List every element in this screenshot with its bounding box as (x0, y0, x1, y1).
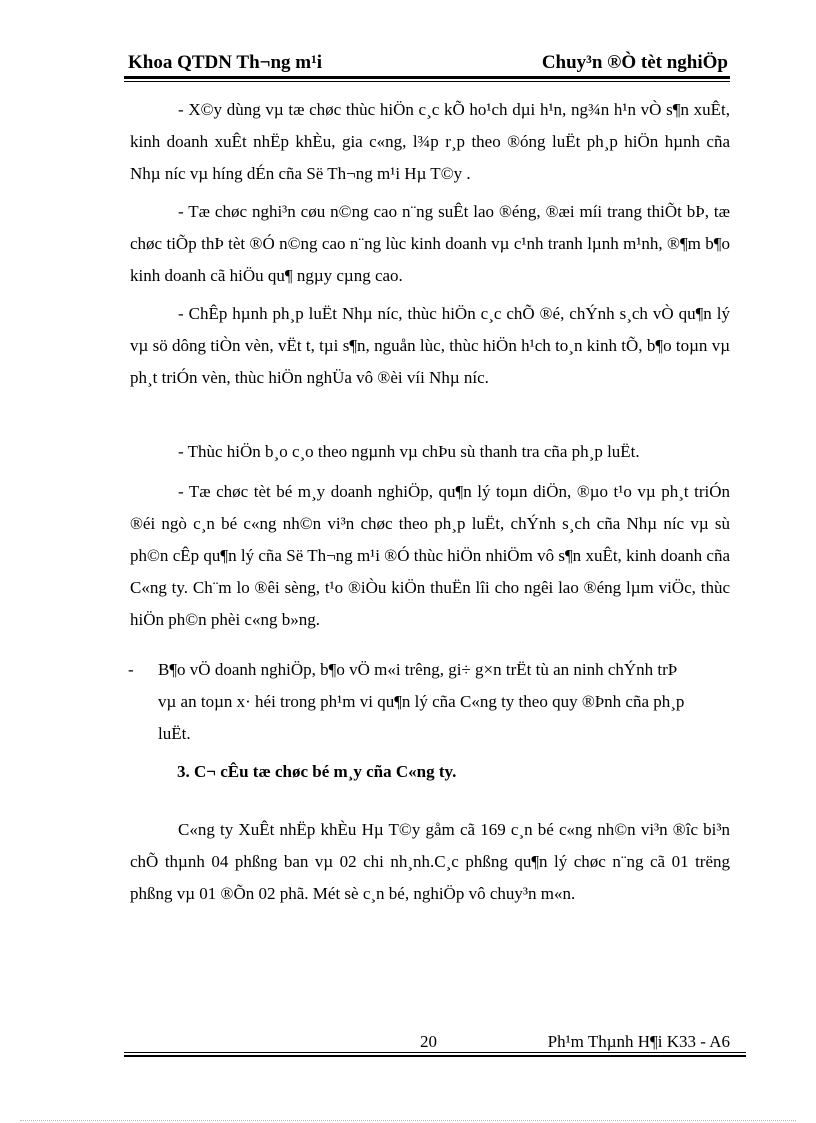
paragraph-1 (130, 94, 730, 190)
bullet-item (128, 654, 698, 750)
paragraph-3-text: - ChÊp hµnh ph¸p luËt Nhµ níc, thùc hiÖn c¸c chÕ ®é, chÝnh s¸ch vÒ qu¶n lý vµ sö dông tiÒn vèn, vËt t, tµi s¶n, nguån lùc, thùc hiÖn h¹ch to¸n kinh tÕ, b¶o toµn vµ ph¸t triÓn vèn, thùc hiÖn nghÜa vô ®èi víi Nhµ níc. (130, 304, 730, 387)
bullet-text: B¶o vÖ doanh nghiÖp, b¶o vÖ m«i trêng, gi÷ g×n trËt tù an ninh chÝnh trÞ vµ an toµn x· héi trong ph¹m vi qu¶n lý cña C«ng ty theo quy ®Þnh cña ph¸p luËt. (158, 660, 685, 743)
page-edge-divider (20, 1120, 796, 1121)
paragraph-1-text: - X©y dùng vµ tæ chøc thùc hiÖn c¸c kÕ ho¹ch dµi h¹n, ng¾n h¹n vÒ s¶n xuÊt, kinh doanh xuÊt nhËp khÈu, gia c«ng, l¾p r¸p theo ®óng luËt ph¸p hiÖn hµnh cña Nhµ níc vµ híng dÉn cña Së Th¬ng m¹i Hµ T©y . (130, 100, 730, 183)
footer-author: Ph¹m Thµnh H¶i K33 - A6 (547, 1032, 730, 1051)
page-header (128, 52, 728, 76)
paragraph-5 (130, 476, 730, 636)
paragraph-4 (130, 436, 730, 468)
closing-paragraph-text: C«ng ty XuÊt nhËp khÈu Hµ T©y gåm cã 169 c¸n bé c«ng nh©n vi³n ®îc bi³n chÕ thµnh 04 phßng ban vµ 02 chi nh¸nh.C¸c phßng qu¶n lý chøc n¨ng cã 01 trëng phßng vµ 01 ®Õn 02 phã. Mét sè c¸n bé, nghiÖp vô chuy³n m«n. (130, 820, 730, 903)
header-rule-thin (124, 81, 730, 82)
paragraph-2 (130, 196, 730, 292)
footer-rule-thick (124, 1055, 746, 1057)
paragraph-4-text: - Thùc hiÖn b¸o c¸o theo ngµnh vµ chÞu sù thanh tra cña ph¸p luËt. (178, 442, 640, 461)
bullet-dash: - (128, 660, 134, 679)
page-footer (124, 1032, 730, 1052)
header-rule-thick (124, 76, 730, 79)
paragraph-5-text: - Tæ chøc tèt bé m¸y doanh nghiÖp, qu¶n lý toµn diÖn, ®µo t¹o vµ ph¸t triÓn ®éi ngò c¸n bé c«ng nh©n vi³n chøc theo ph¸p luËt, chÝnh s¸ch cña Nhµ níc vµ sù ph©n cÊp qu¶n lý cña Së Th¬ng m¹i ®Ó thùc hiÖn nhiÖm vô s¶n xuÊt, kinh doanh cña C«ng ty. Ch¨m lo ®êi sèng, t¹o ®iÒu kiÖn thuËn lîi cho ngêi lao ®éng lµm viÖc, thùc hiÖn ph©n phèi c«ng b»ng. (130, 482, 730, 629)
paragraph-2-text: - Tæ chøc nghi³n cøu n©ng cao n¨ng suÊt lao ®éng, ®æi míi trang thiÕt bÞ, tæ chøc tiÕp thÞ tèt ®Ó n©ng cao n¨ng lùc kinh doanh vµ c¹nh tranh lµnh m¹nh, ®¶m b¶o kinh doanh cã hiÖu qu¶ ngµy cµng cao. (130, 202, 730, 285)
paragraph-3 (130, 298, 730, 394)
header-faculty: Khoa QTDN Th¬ng m¹i (128, 52, 323, 73)
header-thesis-title: Chuy³n ®Ò tèt nghiÖp (541, 52, 728, 73)
section-heading: 3. C¬ cÊu tæ chøc bé m¸y cña C«ng ty. (177, 762, 457, 781)
closing-paragraph (130, 814, 730, 910)
page-number: 20 (420, 1032, 437, 1051)
footer-rule-thin (124, 1052, 746, 1053)
